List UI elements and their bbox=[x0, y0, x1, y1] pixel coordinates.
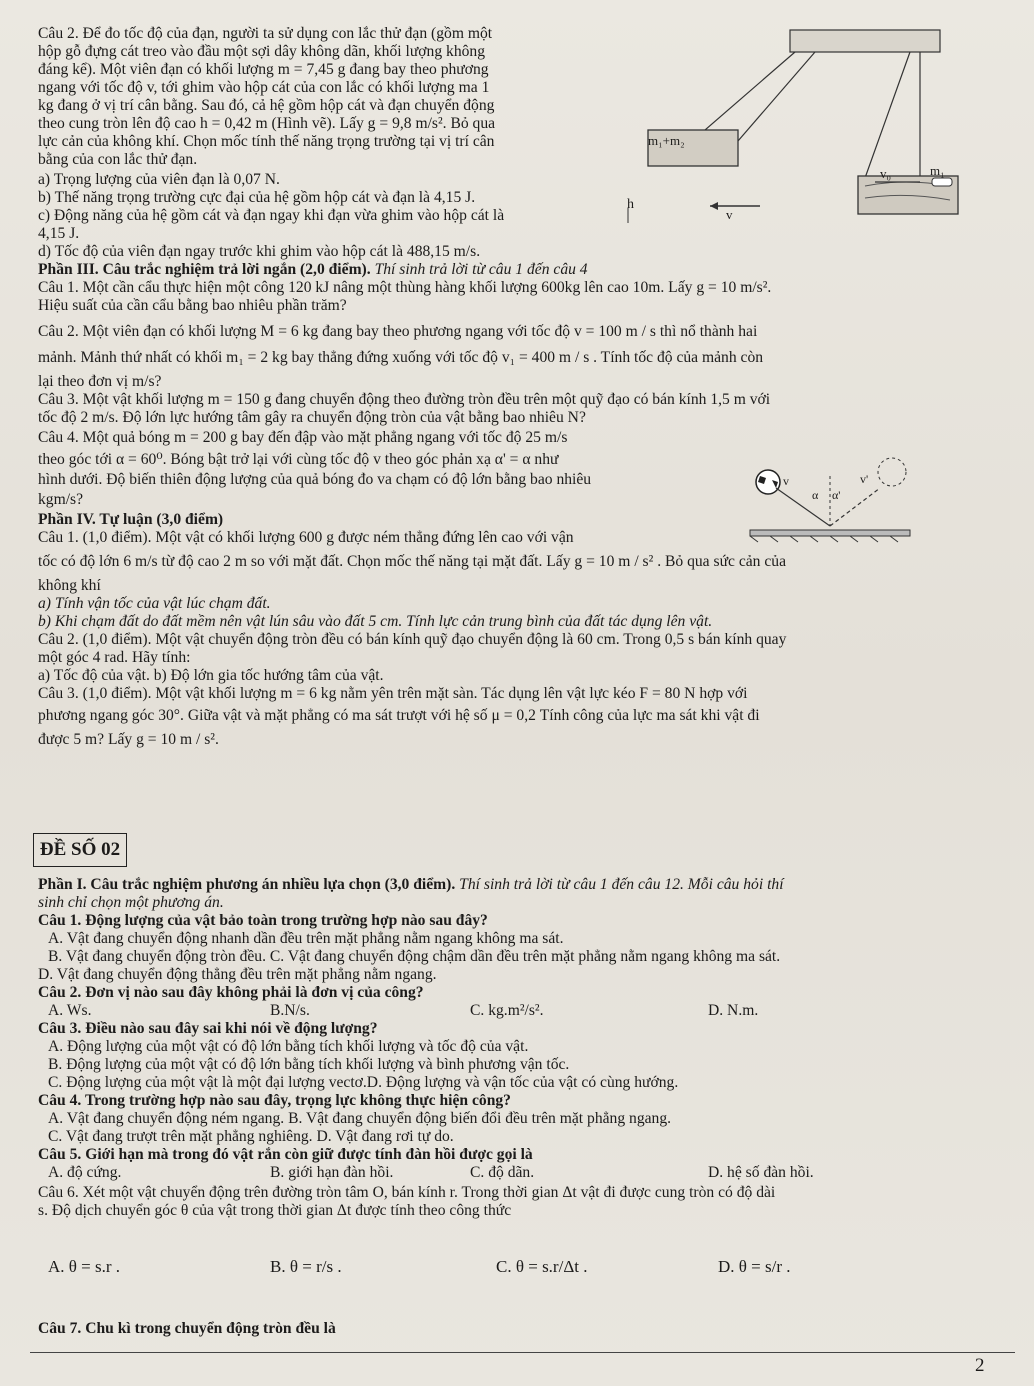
q2-line-8: bằng của con lắc thử đạn. bbox=[38, 151, 198, 168]
ballistic-pendulum-figure bbox=[620, 28, 1010, 228]
part3-c3-line-2: tốc độ 2 m/s. Độ lớn lực hướng tâm gây ra chuyển động tròn của vật bằng bao nhiêu N? bbox=[38, 409, 586, 426]
mcq-4-option-cd: C. Vật đang trượt trên mặt phẳng nghiêng. D. Vật đang rơi tự do. bbox=[48, 1128, 454, 1145]
q2-line-3: đáng kể). Một viên đạn có khối lượng m = 7,45 g đang bay theo phương bbox=[38, 61, 489, 78]
part4-title: Phần IV. Tự luận (3,0 điểm) bbox=[38, 511, 224, 528]
mcq-3-option-b: B. Động lượng của một vật có độ lớn bằng tích khối lượng và bình phương vận tốc. bbox=[48, 1056, 570, 1073]
mcq-4-question: Câu 4. Trong trường hợp nào sau đây, trọng lực không thực hiện công? bbox=[38, 1092, 511, 1109]
part1-title: Phần I. Câu trắc nghiệm phương án nhiều lựa chọn (3,0 điểm). bbox=[38, 876, 456, 893]
q2-option-d: d) Tốc độ của viên đạn ngay trước khi ghim vào hộp cát là 488,15 m/s. bbox=[38, 243, 481, 260]
mcq-2-option-b: B.N/s. bbox=[270, 1002, 310, 1019]
mcq-5-option-d: D. hệ số đàn hồi. bbox=[708, 1164, 814, 1181]
mcq-5-option-b: B. giới hạn đàn hồi. bbox=[270, 1164, 394, 1181]
mcq-5-option-c: C. độ dãn. bbox=[470, 1164, 535, 1181]
part3-title-note: Thí sinh trả lời từ câu 1 đến câu 4 bbox=[374, 261, 588, 278]
q2-option-c-cont: 4,15 J. bbox=[38, 225, 80, 242]
part1-note-cont: sinh chỉ chọn một phương án. bbox=[38, 894, 224, 911]
fig2-label-alpha: α bbox=[812, 488, 819, 502]
part4-c3-line-3: được 5 m? Lấy g = 10 m / s². bbox=[38, 731, 219, 748]
mcq-4-option-ab: A. Vật đang chuyển động ném ngang. B. Vật đang chuyển động biến đổi đều trên mặt phẳng ngang. bbox=[48, 1110, 672, 1127]
fig2-label-alpha-prime: α' bbox=[832, 488, 841, 502]
mcq-2-option-d: D. N.m. bbox=[708, 1002, 759, 1019]
mcq-2-question: Câu 2. Đơn vị nào sau đây không phải là đơn vị của công? bbox=[38, 984, 424, 1001]
part4-c2-ab: a) Tốc độ của vật. b) Độ lớn gia tốc hướng tâm của vật. bbox=[38, 667, 384, 684]
mcq-1-option-d: D. Vật đang chuyển động thẳng đều trên mặt phẳng nằm ngang. bbox=[38, 966, 437, 983]
mcq-5-question: Câu 5. Giới hạn mà trong đó vật rắn còn giữ được tính đàn hồi được gọi là bbox=[38, 1146, 533, 1163]
page-number: 2 bbox=[975, 1355, 985, 1376]
fig1-label-v: v bbox=[726, 207, 733, 222]
q2-line-7: lực cản của không khí. Chọn mốc tính thế năng trọng trường tại vị trí cân bbox=[38, 133, 495, 150]
part3-c4-line-3: hình dưới. Độ biến thiên động lượng của quả bóng đo va chạm có độ lớn bằng bao nhiêu bbox=[38, 471, 592, 488]
part4-c1-line-2: tốc có độ lớn 6 m/s từ độ cao 2 m so với mặt đất. Chọn mốc thế năng tại mặt đất. Lấy g = 10 m / s² . Bỏ qua sức cản của bbox=[38, 553, 787, 570]
mcq-6-question-line-1: Câu 6. Xét một vật chuyển động trên đường tròn tâm O, bán kính r. Trong thời gian Δt vật đi được cung tròn có độ dài bbox=[38, 1184, 776, 1201]
mcq-3-option-a: A. Động lượng của một vật có độ lớn bằng tích khối lượng và tốc độ của vật. bbox=[48, 1038, 529, 1055]
part3-c1-line-1: Câu 1. Một cần cẩu thực hiện một công 120 kJ nâng một thùng hàng khối lượng 600kg lên cao 10m. Lấy g = 10 m/s². bbox=[38, 279, 772, 296]
part3-c2-line-3: lại theo đơn vị m/s? bbox=[38, 373, 162, 390]
fig2-label-v: v bbox=[783, 474, 789, 488]
mcq-2-option-a: A. Ws. bbox=[48, 1002, 92, 1019]
mcq-6-option-b: B. θ = r/s . bbox=[270, 1257, 342, 1276]
fig2-label-v-prime: v' bbox=[860, 472, 869, 486]
part4-c3-line-1: Câu 3. (1,0 điểm). Một vật khối lượng m = 6 kg nằm yên trên mặt sàn. Tác dụng lên vật lực kéo F = 80 N hợp với bbox=[38, 685, 748, 702]
q2-line-6: theo cung tròn lên độ cao h = 0,42 m (Hình vẽ). Lấy g = 9,8 m/s². Bỏ qua bbox=[38, 115, 496, 132]
part4-c1-line-3: không khí bbox=[38, 577, 101, 594]
mcq-3-option-cd: C. Động lượng của một vật là một đại lượng vectơ.D. Động lượng và vận tốc của vật có cùng hướng. bbox=[48, 1074, 679, 1091]
mcq-6-option-d: D. θ = s/r . bbox=[718, 1257, 791, 1276]
part4-c3-line-2: phương ngang góc 30°. Giữa vật và mặt phẳng có ma sát trượt với hệ số μ = 0,2 Tính công của lực ma sát khi vật đi bbox=[38, 707, 760, 724]
part4-c2-line-2: một góc 4 rad. Hãy tính: bbox=[38, 649, 191, 666]
fig1-label-m1: m₁ bbox=[930, 163, 945, 178]
fig1-label-m1m2: m₁+m₂ bbox=[648, 133, 685, 148]
part3-c2-line-1: Câu 2. Một viên đạn có khối lượng M = 6 kg đang bay theo phương ngang với tốc độ v = 100 m / s thì nổ thành hai bbox=[38, 323, 758, 340]
part4-c2-line-1: Câu 2. (1,0 điểm). Một vật chuyển động tròn đều có bán kính quỹ đạo chuyển động là 60 cm. Trong 0,5 s bán kính quay bbox=[38, 631, 787, 648]
footer-rule bbox=[30, 1352, 1015, 1353]
mcq-5-option-a: A. độ cứng. bbox=[48, 1164, 122, 1181]
q2-option-b: b) Thế năng trọng trường cực đại của hệ gồm hộp cát và đạn là 4,15 J. bbox=[38, 189, 476, 206]
q2-line-5: kg đang ở vị trí cân bằng. Sau đó, cả hệ gồm hộp cát và đạn chuyển động bbox=[38, 97, 495, 114]
mcq-1-option-a: A. Vật đang chuyển động nhanh dần đều trên mặt phẳng nằm ngang không ma sát. bbox=[48, 930, 564, 947]
q2-line-1: Câu 2. Để đo tốc độ của đạn, người ta sử dụng con lắc thử đạn (gồm một bbox=[38, 25, 493, 42]
mcq-2-option-c: C. kg.m²/s². bbox=[470, 1002, 544, 1019]
mcq-3-question: Câu 3. Điều nào sau đây sai khi nói về động lượng? bbox=[38, 1020, 378, 1037]
part4-c1-line-1: Câu 1. (1,0 điểm). Một vật có khối lượng 600 g được ném thẳng đứng lên cao với vận bbox=[38, 529, 574, 546]
mcq-7-question: Câu 7. Chu kì trong chuyển động tròn đều là bbox=[38, 1320, 336, 1337]
exam-code-box: ĐỀ SỐ 02 bbox=[33, 833, 127, 867]
fig1-label-v0: v₀ bbox=[880, 166, 892, 181]
part3-c4-line-2: theo góc tới α = 60⁰. Bóng bật trở lại với cùng tốc độ v theo góc phản xạ α' = α như bbox=[38, 451, 559, 468]
part3-c4-line-4: kgm/s? bbox=[38, 491, 84, 508]
part3-c3-line-1: Câu 3. Một vật khối lượng m = 150 g đang chuyển động theo đường tròn đều trên một quỹ đạo có bán kính 1,5 m với bbox=[38, 391, 771, 408]
part3-c4-line-1: Câu 4. Một quả bóng m = 200 g bay đến đập vào mặt phẳng ngang với tốc độ 25 m/s bbox=[38, 429, 568, 446]
mcq-1-option-bc: B. Vật đang chuyển động tròn đều. C. Vật đang chuyển động chậm dần đều trên mặt phẳng nằm ngang không ma sát. bbox=[48, 948, 781, 965]
mcq-6-option-c: C. θ = s.r/Δt . bbox=[496, 1257, 588, 1276]
fig1-label-h: h bbox=[627, 197, 634, 212]
part4-c1-b: b) Khi chạm đất do đất mềm nên vật lún sâu vào đất 5 cm. Tính lực cản trung bình của đất tác dụng lên vật. bbox=[38, 613, 713, 630]
q2-line-4: ngang với tốc độ v, tới ghim vào hộp cát của con lắc có khối lượng ma 1 bbox=[38, 79, 490, 96]
mcq-6-question-line-2: s. Độ dịch chuyển góc θ của vật trong thời gian Δt được tính theo công thức bbox=[38, 1202, 512, 1219]
part3-c2-line-2: mảnh. Mảnh thứ nhất có khối m₁ = 2 kg bay thẳng đứng xuống với tốc độ v₁ = 400 m / s . Tính tốc độ của mảnh còn bbox=[38, 349, 764, 366]
part3-title: Phần III. Câu trắc nghiệm trả lời ngắn (2,0 điểm). bbox=[38, 261, 371, 278]
part4-c1-a: a) Tính vận tốc của vật lúc chạm đất. bbox=[38, 595, 271, 612]
mcq-1-question: Câu 1. Động lượng của vật bảo toàn trong trường hợp nào sau đây? bbox=[38, 912, 488, 929]
part1-note: Thí sinh trả lời từ câu 1 đến câu 12. Mỗi câu hỏi thí bbox=[459, 876, 784, 893]
part3-c1-line-2: Hiệu suất của cần cẩu bằng bao nhiêu phần trăm? bbox=[38, 297, 347, 314]
q2-option-a: a) Trọng lượng của viên đạn là 0,07 N. bbox=[38, 171, 280, 188]
q2-option-c: c) Động năng của hệ gồm cát và đạn ngay khi đạn vừa ghim vào hộp cát là bbox=[38, 207, 505, 224]
q2-line-2: hộp gỗ đựng cát treo vào đầu một sợi dây không dãn, khối lượng không bbox=[38, 43, 486, 60]
mcq-6-option-a: A. θ = s.r . bbox=[48, 1257, 121, 1276]
